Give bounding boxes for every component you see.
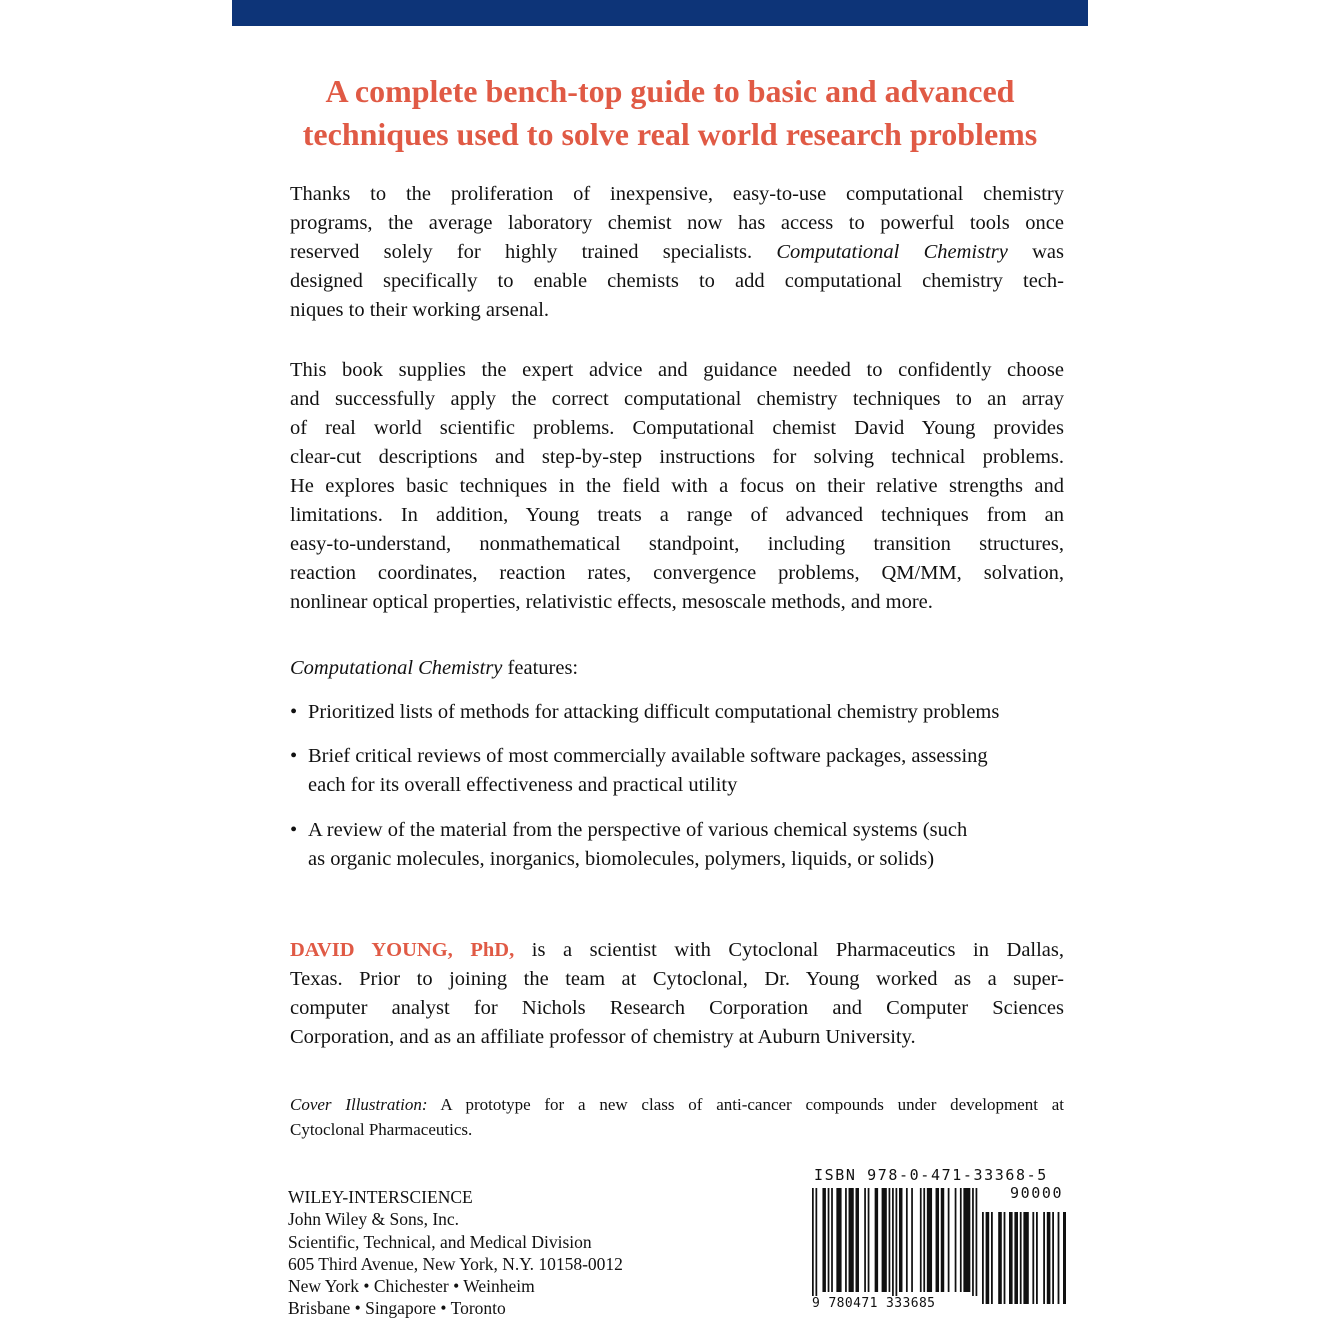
paragraph-line: reserved solely for highly trained specialists. Computational Chemistry was [290,241,1064,263]
author-name: DAVID YOUNG, PhD, [290,939,515,961]
publisher-line: 605 Third Avenue, New York, N.Y. 10158-0012 [288,1253,623,1274]
publisher-line: John Wiley & Sons, Inc. [288,1209,460,1230]
barcode-digits: 9 780471 333685 [812,1296,982,1311]
paragraph-line: clear-cut descriptions and step-by-step instructions for solving technical problems. [290,446,1064,468]
feature-bullet [290,816,1064,874]
bullet-text: Brief critical reviews of most commercially available software packages, assessing [308,745,988,767]
description-paragraph-2 [290,356,1064,617]
cover-note-label: Cover Illustration: [290,1095,428,1114]
paragraph-line: He explores basic techniques in the field with a focus on their relative strengths and [290,475,1064,497]
isbn-label: ISBN 978-0-471-33368-5 [814,1166,1048,1184]
headline [240,70,1100,156]
feature-bullet [290,698,1064,727]
bullet-text: Prioritized lists of methods for attacking difficult computational chemistry problems [308,701,1000,723]
bullet-icon: • [290,701,298,723]
bullet-icon: • [290,819,298,841]
bio-line: Corporation, and as an affiliate professor of chemistry at Auburn University. [290,1026,916,1048]
cover-note-line: Cytoclonal Pharmaceutics. [290,1120,473,1139]
book-title-italic: Computational Chemistry [290,657,503,679]
cover-illustration-note [290,1092,1064,1142]
paragraph-line: reaction coordinates, reaction rates, convergence problems, QM/MM, solvation, [290,562,1064,584]
bullet-text: as organic molecules, inorganics, biomolecules, polymers, liquids, or solids) [308,848,935,870]
author-bio [290,936,1064,1052]
paragraph-line: Thanks to the proliferation of inexpensive, easy-to-use computational chemistry [290,183,1064,205]
paragraph-line: of real world scientific problems. Computational chemist David Young provides [290,417,1064,439]
bullet-icon: • [290,745,298,767]
paragraph-line: easy-to-understand, nonmathematical standpoint, including transition structures, [290,533,1064,555]
feature-bullet [290,742,1064,800]
book-title-italic: Computational Chemistry [776,241,1008,263]
headline-line: A complete bench-top guide to basic and advanced [325,73,1015,109]
addon-digits: 90000 [1010,1184,1064,1202]
bullet-text: A review of the material from the perspective of various chemical systems (such [308,819,968,841]
bio-line: DAVID YOUNG, PhD, is a scientist with Cytoclonal Pharmaceutics in Dallas, [290,939,1065,961]
barcode-addon-icon [982,1184,1066,1308]
cover-note-line: Cover Illustration: A prototype for a new class of anti-cancer compounds under development at [290,1095,1064,1114]
top-color-bar [232,0,1088,26]
paragraph-line: limitations. In addition, Young treats a range of advanced techniques from an [290,504,1064,526]
features-intro: Computational Chemistry features: [290,657,579,679]
publisher-line: WILEY-INTERSCIENCE [288,1187,473,1207]
paragraph-line: nonlinear optical properties, relativistic effects, mesoscale methods, and more. [290,591,933,613]
bio-line: computer analyst for Nichols Research Corporation and Computer Sciences [290,997,1064,1019]
paragraph-line: and successfully apply the correct computational chemistry techniques to an array [290,388,1064,410]
description-paragraph-1 [290,180,1064,325]
paragraph-line: niques to their working arsenal. [290,299,550,321]
headline-line: techniques used to solve real world research problems [302,116,1038,152]
paragraph-line: designed specifically to enable chemists to add computational chemistry tech- [290,270,1064,292]
publisher-line: Brisbane • Singapore • Toronto [288,1298,506,1319]
bullet-text: each for its overall effectiveness and practical utility [308,774,738,796]
publisher-line: Scientific, Technical, and Medical Division [288,1231,592,1252]
publisher-line: New York • Chichester • Weinheim [288,1276,535,1297]
barcode-icon [812,1188,978,1300]
paragraph-line: programs, the average laboratory chemist now has access to powerful tools once [290,212,1064,234]
paragraph-line: This book supplies the expert advice and guidance needed to confidently choose [290,359,1064,381]
bio-line: Texas. Prior to joining the team at Cytoclonal, Dr. Young worked as a super- [290,968,1064,990]
publisher-info [288,1186,623,1320]
